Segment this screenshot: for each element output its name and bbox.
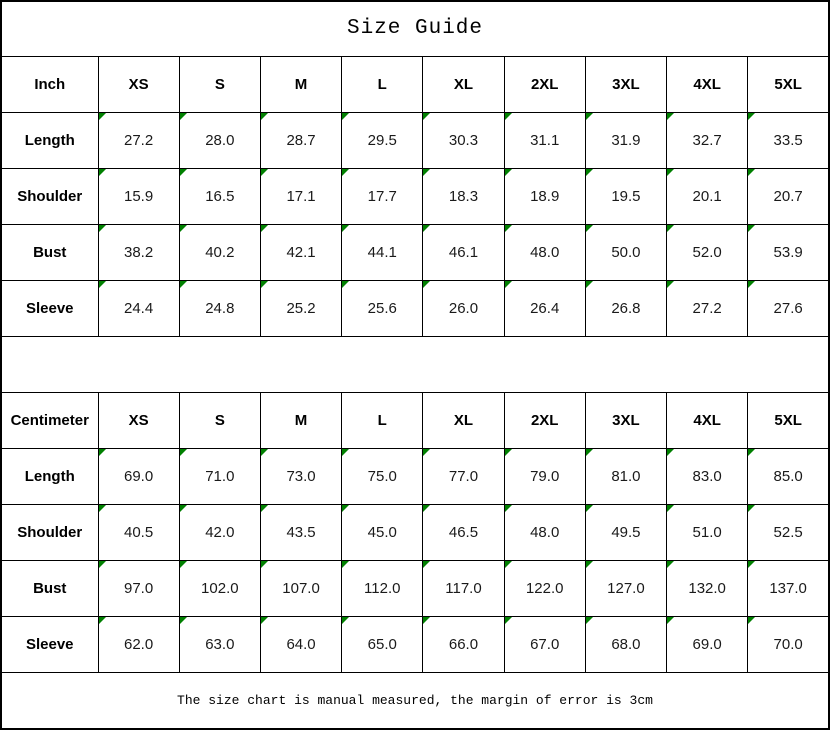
- value-cell: [179, 617, 260, 673]
- value-cell: [342, 449, 423, 505]
- value-text: 97.0: [124, 580, 154, 598]
- cell-corner-triangle-icon: [586, 561, 593, 568]
- value-cell: [504, 617, 585, 673]
- measurement-label-cell: Length: [1, 449, 98, 505]
- value-cell: [748, 112, 829, 168]
- value-cell: [585, 112, 666, 168]
- value-cell: [667, 561, 748, 617]
- measurement-label-cell: Sleeve: [1, 617, 98, 673]
- size-header-cell: 2XL: [504, 393, 585, 449]
- value-text: 18.9: [530, 187, 560, 205]
- measurement-row: [1, 449, 829, 505]
- cell-corner-triangle-icon: [180, 169, 187, 176]
- cell-corner-triangle-icon: [505, 225, 512, 232]
- value-text: 69.0: [124, 468, 154, 486]
- cell-corner-triangle-icon: [261, 169, 268, 176]
- cell-corner-triangle-icon: [667, 225, 674, 232]
- value-cell: [342, 224, 423, 280]
- value-cell: [748, 561, 829, 617]
- measurement-label-cell: Shoulder: [1, 168, 98, 224]
- value-cell: [179, 280, 260, 336]
- title-row: [1, 1, 829, 56]
- cell-corner-triangle-icon: [342, 449, 349, 456]
- value-cell: [423, 561, 504, 617]
- measurement-row: [1, 617, 829, 673]
- value-text: 20.7: [773, 187, 803, 205]
- value-cell: [423, 617, 504, 673]
- value-cell: [260, 168, 341, 224]
- cell-corner-triangle-icon: [423, 225, 430, 232]
- cell-corner-triangle-icon: [423, 617, 430, 624]
- cell-corner-triangle-icon: [667, 617, 674, 624]
- value-cell: [667, 224, 748, 280]
- value-text: 83.0: [692, 468, 722, 486]
- value-cell: [98, 505, 179, 561]
- cell-corner-triangle-icon: [99, 449, 106, 456]
- measurement-row: [1, 505, 829, 561]
- value-text: 77.0: [448, 468, 479, 486]
- cell-corner-triangle-icon: [342, 281, 349, 288]
- value-cell: [98, 617, 179, 673]
- value-cell: [342, 112, 423, 168]
- cell-corner-triangle-icon: [586, 225, 593, 232]
- value-cell: [98, 561, 179, 617]
- value-cell: [667, 617, 748, 673]
- value-cell: [585, 561, 666, 617]
- value-cell: [423, 505, 504, 561]
- cell-corner-triangle-icon: [342, 113, 349, 120]
- size-header-cell: S: [179, 56, 260, 112]
- value-text: 127.0: [607, 580, 645, 598]
- cell-corner-triangle-icon: [99, 617, 106, 624]
- value-text: 137.0: [769, 580, 807, 598]
- value-text: 17.7: [367, 187, 397, 205]
- value-text: 51.0: [692, 524, 722, 542]
- value-cell: [423, 168, 504, 224]
- value-cell: [748, 617, 829, 673]
- value-cell: [179, 505, 260, 561]
- value-cell: [260, 449, 341, 505]
- value-cell: [260, 280, 341, 336]
- value-text: 40.2: [205, 243, 235, 261]
- cell-corner-triangle-icon: [667, 561, 674, 568]
- measurement-row: [1, 168, 829, 224]
- value-text: 31.9: [611, 131, 641, 149]
- value-cell: [748, 505, 829, 561]
- value-cell: [667, 449, 748, 505]
- value-cell: [423, 224, 504, 280]
- cell-corner-triangle-icon: [342, 617, 349, 624]
- value-text: 18.3: [448, 187, 479, 205]
- size-header-cell: 2XL: [504, 56, 585, 112]
- value-text: 122.0: [525, 580, 564, 598]
- value-cell: [260, 505, 341, 561]
- cell-corner-triangle-icon: [423, 169, 430, 176]
- value-cell: [748, 449, 829, 505]
- cell-corner-triangle-icon: [748, 169, 755, 176]
- value-cell: [585, 168, 666, 224]
- value-text: 52.5: [773, 524, 803, 542]
- cell-corner-triangle-icon: [342, 169, 349, 176]
- value-text: 27.6: [773, 299, 803, 317]
- cell-corner-triangle-icon: [180, 561, 187, 568]
- size-header-cell: 4XL: [667, 393, 748, 449]
- value-text: 49.5: [611, 524, 641, 542]
- value-text: 24.8: [205, 299, 235, 317]
- cell-corner-triangle-icon: [505, 113, 512, 120]
- value-cell: [585, 280, 666, 336]
- value-cell: [423, 112, 504, 168]
- value-cell: [179, 112, 260, 168]
- value-text: 24.4: [124, 299, 154, 317]
- spacer-row: [1, 336, 829, 392]
- value-cell: [179, 168, 260, 224]
- inch-table: [1, 56, 829, 336]
- value-text: 67.0: [530, 636, 560, 654]
- value-cell: [179, 449, 260, 505]
- value-text: 81.0: [611, 468, 641, 486]
- value-cell: [98, 224, 179, 280]
- cell-corner-triangle-icon: [586, 617, 593, 624]
- cell-corner-triangle-icon: [342, 225, 349, 232]
- value-text: 53.9: [773, 243, 803, 261]
- value-cell: [748, 224, 829, 280]
- value-text: 132.0: [688, 580, 726, 598]
- cell-corner-triangle-icon: [423, 281, 430, 288]
- value-text: 38.2: [124, 243, 154, 261]
- size-header-cell: 3XL: [585, 56, 666, 112]
- value-cell: [667, 168, 748, 224]
- value-text: 25.2: [286, 299, 316, 317]
- value-text: 15.9: [124, 187, 154, 205]
- cell-corner-triangle-icon: [261, 113, 268, 120]
- value-text: 26.8: [611, 299, 641, 317]
- size-header-cell: 5XL: [748, 56, 829, 112]
- value-cell: [585, 449, 666, 505]
- measurement-label-cell: Sleeve: [1, 280, 98, 336]
- value-text: 50.0: [611, 243, 641, 261]
- cell-corner-triangle-icon: [667, 281, 674, 288]
- value-cell: [342, 168, 423, 224]
- value-text: 63.0: [205, 636, 235, 654]
- value-cell: [179, 561, 260, 617]
- value-cell: [423, 449, 504, 505]
- value-cell: [98, 168, 179, 224]
- cell-corner-triangle-icon: [99, 169, 106, 176]
- cell-corner-triangle-icon: [505, 505, 512, 512]
- value-cell: [98, 112, 179, 168]
- size-header-cell: XS: [98, 56, 179, 112]
- cell-corner-triangle-icon: [667, 169, 674, 176]
- cell-corner-triangle-icon: [748, 281, 755, 288]
- value-cell: [342, 617, 423, 673]
- page-title: Size Guide: [1, 1, 829, 56]
- footer-note: The size chart is manual measured, the margin of error is 3cm: [1, 673, 829, 729]
- size-header-cell: M: [260, 393, 341, 449]
- unit-header-cell: Centimeter: [1, 393, 98, 449]
- value-text: 26.4: [530, 299, 560, 317]
- centimeter-table: [1, 393, 829, 673]
- value-text: 48.0: [530, 524, 560, 542]
- value-text: 107.0: [282, 580, 320, 598]
- cell-corner-triangle-icon: [423, 561, 430, 568]
- cell-corner-triangle-icon: [748, 505, 755, 512]
- value-text: 102.0: [201, 580, 239, 598]
- cell-corner-triangle-icon: [505, 617, 512, 624]
- cell-corner-triangle-icon: [586, 505, 593, 512]
- value-text: 46.5: [448, 524, 479, 542]
- title-section: [1, 1, 829, 56]
- value-text: 52.0: [692, 243, 722, 261]
- cell-corner-triangle-icon: [505, 281, 512, 288]
- value-text: 65.0: [367, 636, 397, 654]
- cell-corner-triangle-icon: [586, 449, 593, 456]
- value-text: 46.1: [448, 243, 479, 261]
- value-cell: [667, 505, 748, 561]
- value-cell: [342, 280, 423, 336]
- value-cell: [179, 224, 260, 280]
- value-text: 48.0: [530, 243, 560, 261]
- measurement-label-cell: Bust: [1, 224, 98, 280]
- value-cell: [260, 112, 341, 168]
- value-text: 66.0: [448, 636, 479, 654]
- value-cell: [342, 505, 423, 561]
- cell-corner-triangle-icon: [261, 281, 268, 288]
- value-text: 31.1: [530, 131, 560, 149]
- value-text: 42.0: [205, 524, 235, 542]
- cell-corner-triangle-icon: [180, 449, 187, 456]
- value-text: 27.2: [124, 131, 154, 149]
- value-cell: [98, 280, 179, 336]
- measurement-row: [1, 280, 829, 336]
- value-cell: [504, 449, 585, 505]
- value-text: 28.0: [205, 131, 235, 149]
- value-text: 26.0: [448, 299, 479, 317]
- value-text: 29.5: [367, 131, 397, 149]
- measurement-row: [1, 224, 829, 280]
- value-text: 71.0: [205, 468, 235, 486]
- cell-corner-triangle-icon: [586, 281, 593, 288]
- value-cell: [342, 561, 423, 617]
- value-text: 73.0: [286, 468, 316, 486]
- value-cell: [504, 112, 585, 168]
- value-cell: [504, 224, 585, 280]
- cell-corner-triangle-icon: [505, 169, 512, 176]
- cell-corner-triangle-icon: [586, 113, 593, 120]
- cell-corner-triangle-icon: [748, 617, 755, 624]
- value-cell: [260, 561, 341, 617]
- cell-corner-triangle-icon: [99, 225, 106, 232]
- value-cell: [585, 224, 666, 280]
- measurement-label-cell: Bust: [1, 561, 98, 617]
- value-text: 33.5: [773, 131, 803, 149]
- cell-corner-triangle-icon: [667, 113, 674, 120]
- value-text: 62.0: [124, 636, 154, 654]
- value-text: 19.5: [611, 187, 641, 205]
- cell-corner-triangle-icon: [261, 449, 268, 456]
- cell-corner-triangle-icon: [342, 505, 349, 512]
- size-header-row: [1, 393, 829, 449]
- value-cell: [504, 561, 585, 617]
- size-header-cell: 5XL: [748, 393, 829, 449]
- value-text: 64.0: [286, 636, 316, 654]
- unit-header-cell: Inch: [1, 56, 98, 112]
- value-cell: [585, 505, 666, 561]
- value-text: 25.6: [367, 299, 397, 317]
- value-cell: [504, 280, 585, 336]
- value-cell: [585, 617, 666, 673]
- value-text: 44.1: [367, 243, 397, 261]
- cell-corner-triangle-icon: [99, 561, 106, 568]
- spacer-section: [1, 336, 829, 392]
- value-text: 69.0: [692, 636, 722, 654]
- value-text: 70.0: [773, 636, 803, 654]
- cell-corner-triangle-icon: [423, 113, 430, 120]
- measurement-label-cell: Length: [1, 112, 98, 168]
- size-header-cell: M: [260, 56, 341, 112]
- value-text: 20.1: [692, 187, 722, 205]
- value-text: 68.0: [611, 636, 641, 654]
- value-cell: [260, 617, 341, 673]
- cell-corner-triangle-icon: [99, 505, 106, 512]
- cell-corner-triangle-icon: [586, 169, 593, 176]
- cell-corner-triangle-icon: [180, 113, 187, 120]
- cell-corner-triangle-icon: [667, 449, 674, 456]
- cell-corner-triangle-icon: [748, 561, 755, 568]
- size-header-cell: XS: [98, 393, 179, 449]
- cell-corner-triangle-icon: [180, 617, 187, 624]
- value-text: 28.7: [286, 131, 316, 149]
- cell-corner-triangle-icon: [505, 561, 512, 568]
- value-text: 16.5: [205, 187, 235, 205]
- value-text: 43.5: [286, 524, 316, 542]
- value-text: 117.0: [445, 580, 482, 598]
- value-cell: [504, 505, 585, 561]
- value-text: 40.5: [124, 524, 154, 542]
- cell-corner-triangle-icon: [423, 449, 430, 456]
- value-text: 85.0: [773, 468, 803, 486]
- spacer-cell: [1, 336, 829, 392]
- cell-corner-triangle-icon: [261, 505, 268, 512]
- cell-corner-triangle-icon: [180, 225, 187, 232]
- size-header-row: [1, 56, 829, 112]
- value-text: 17.1: [286, 187, 316, 205]
- value-text: 27.2: [692, 299, 722, 317]
- value-cell: [748, 168, 829, 224]
- size-header-cell: L: [342, 393, 423, 449]
- cell-corner-triangle-icon: [423, 505, 430, 512]
- cell-corner-triangle-icon: [342, 561, 349, 568]
- value-cell: [667, 112, 748, 168]
- cell-corner-triangle-icon: [99, 113, 106, 120]
- value-text: 42.1: [286, 243, 316, 261]
- size-header-cell: 3XL: [585, 393, 666, 449]
- size-header-cell: L: [342, 56, 423, 112]
- cell-corner-triangle-icon: [748, 449, 755, 456]
- size-header-cell: XL: [423, 56, 504, 112]
- cell-corner-triangle-icon: [99, 281, 106, 288]
- footer-section: [1, 673, 829, 729]
- cell-corner-triangle-icon: [505, 449, 512, 456]
- value-text: 112.0: [364, 580, 401, 598]
- value-text: 45.0: [367, 524, 397, 542]
- cell-corner-triangle-icon: [667, 505, 674, 512]
- size-header-cell: S: [179, 393, 260, 449]
- value-cell: [98, 449, 179, 505]
- measurement-row: [1, 112, 829, 168]
- measurement-label-cell: Shoulder: [1, 505, 98, 561]
- value-text: 30.3: [448, 131, 479, 149]
- cell-corner-triangle-icon: [180, 505, 187, 512]
- value-cell: [667, 280, 748, 336]
- value-cell: [260, 224, 341, 280]
- value-cell: [748, 280, 829, 336]
- cell-corner-triangle-icon: [180, 281, 187, 288]
- size-header-cell: 4XL: [667, 56, 748, 112]
- cell-corner-triangle-icon: [261, 225, 268, 232]
- footer-row: [1, 673, 829, 729]
- cell-corner-triangle-icon: [261, 617, 268, 624]
- size-header-cell: XL: [423, 393, 504, 449]
- cell-corner-triangle-icon: [748, 113, 755, 120]
- measurement-row: [1, 561, 829, 617]
- cell-corner-triangle-icon: [748, 225, 755, 232]
- value-cell: [423, 280, 504, 336]
- value-text: 32.7: [692, 131, 722, 149]
- cell-corner-triangle-icon: [261, 561, 268, 568]
- value-text: 79.0: [530, 468, 560, 486]
- value-cell: [504, 168, 585, 224]
- value-text: 75.0: [367, 468, 397, 486]
